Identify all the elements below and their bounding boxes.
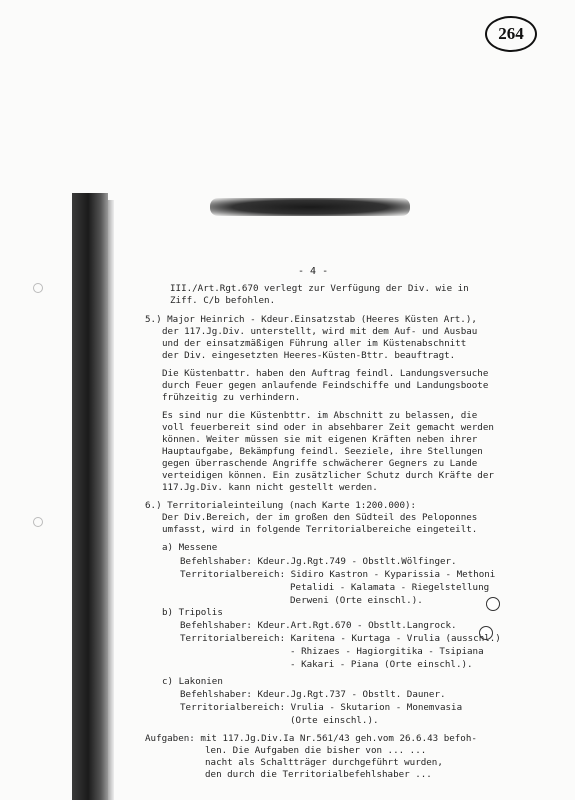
text-line: 5.) Major Heinrich - Kdeur.Einsatzstab (Heeres Küsten Art.),	[145, 314, 477, 325]
copy-smear	[210, 198, 410, 216]
text-line: der Div. eingesetzten Heeres-Küsten-Bttr. beauftragt.	[162, 350, 456, 361]
text-line: umfasst, wird in folgende Territorialbereiche eingeteilt.	[162, 524, 478, 535]
text-line: den durch die Territorialbefehlshaber ...	[205, 769, 432, 780]
binder-shadow	[72, 193, 108, 800]
text-line: Der Div.Bereich, der im großen den Südteil des Peloponnes	[162, 512, 478, 523]
text-line: - Kakari - Piana (Orte einschl.).	[290, 659, 473, 670]
text-line: durch Feuer gegen anlaufende Feindschiffe und Landungsboote	[162, 380, 489, 391]
margin-mark	[33, 283, 43, 293]
text-line: Territorialbereich: Karitena - Kurtaga - Vrulia (ausschl.)	[180, 633, 501, 644]
text-line: III./Art.Rgt.670 verlegt zur Verfügung der Div. wie in	[170, 283, 469, 294]
text-line: len. Die Aufgaben die bisher von ... ...	[205, 745, 427, 756]
text-line: c) Lakonien	[162, 676, 223, 687]
binder-edge	[108, 200, 114, 800]
text-line: Territorialbereich: Vrulia - Skutarion - Monemvasia	[180, 702, 463, 713]
text-line: 6.) Territorialeinteilung (nach Karte 1:200.000):	[145, 500, 417, 511]
text-line: Befehlshaber: Kdeur.Jg.Rgt.737 - Obstlt. Dauner.	[180, 689, 446, 700]
page-stamp: 264	[485, 16, 537, 52]
text-line: voll feuerbereit sind oder in absehbarer Zeit gemacht werden	[162, 422, 494, 433]
text-line: verteidigen können. Ein zusätzlicher Schutz durch Kräfte der	[162, 470, 494, 481]
text-line: Die Küstenbattr. haben den Auftrag feindl. Landungsversuche	[162, 368, 489, 379]
text-line: nacht als Schaltträger durchgeführt wurden,	[205, 757, 443, 768]
margin-mark	[33, 517, 43, 527]
text-line: Befehlshaber: Kdeur.Art.Rgt.670 - Obstlt.Langrock.	[180, 620, 457, 631]
page-number: - 4 -	[298, 266, 329, 277]
text-line: Territorialbereich: Sidiro Kastron - Kyparissia - Methoni	[180, 569, 496, 580]
text-line: Derweni (Orte einschl.).	[290, 595, 423, 606]
text-line: (Orte einschl.).	[290, 715, 379, 726]
text-line: der 117.Jg.Div. unterstellt, wird mit dem Auf- und Ausbau	[162, 326, 478, 337]
text-line: können. Weiter müssen sie mit eigenen Kräften neben ihrer	[162, 434, 478, 445]
text-line: Hauptaufgabe, Bekämpfung feindl. Seeziele, ihre Stellungen	[162, 446, 483, 457]
text-line: Es sind nur die Küstenbttr. im Abschnitt zu belassen, die	[162, 410, 478, 421]
text-line: Petalidi - Kalamata - Riegelstellung	[290, 582, 490, 593]
text-line: frühzeitig zu verhindern.	[162, 392, 301, 403]
text-line: und der einsatzmäßigen Führung aller im Küstenabschnitt	[162, 338, 467, 349]
text-line: a) Messene	[162, 542, 218, 553]
text-line: b) Tripolis	[162, 607, 223, 618]
text-line: Befehlshaber: Kdeur.Jg.Rgt.749 - Obstlt.Wölfinger.	[180, 556, 457, 567]
text-line: - Rhizaes - Hagiorgitika - Tsipiana	[290, 646, 484, 657]
text-line: 117.Jg.Div. kann nicht gestellt werden.	[162, 482, 378, 493]
text-line: Ziff. C/b befohlen.	[170, 295, 276, 306]
text-line: Aufgaben: mit 117.Jg.Div.Ia Nr.561/43 geh.vom 26.6.43 befoh-	[145, 733, 477, 744]
punch-hole	[486, 597, 500, 611]
text-line: gegen überraschende Angriffe schwächerer Gegners zu Lande	[162, 458, 478, 469]
